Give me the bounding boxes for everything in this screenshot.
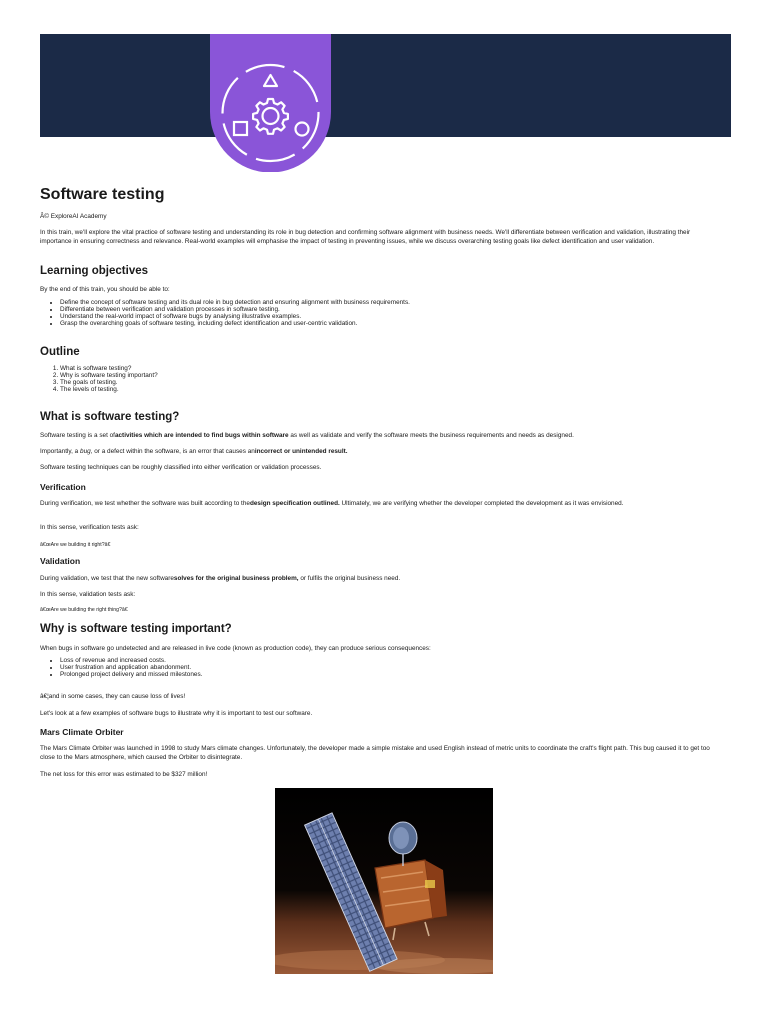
list-item: • Understand the real-world impact of software bugs by analysing illustrative examples. — [60, 314, 720, 321]
what-is-paragraph-3: Software testing techniques can be roughly classified into either verification or validation processes. — [40, 464, 322, 471]
page-title: Software testing — [40, 186, 165, 203]
header-banner — [40, 34, 731, 137]
why-heading: Why is software testing important? — [40, 623, 232, 635]
verification-lead: In this sense, verification tests ask: — [40, 524, 139, 531]
list-item: • Loss of revenue and increased costs. — [60, 658, 720, 665]
validation-quote: â€œAre we building the right thing?â€ — [40, 607, 128, 613]
list-item: 1. What is software testing? — [60, 366, 720, 373]
mars-climate-orbiter-photo — [275, 788, 493, 974]
verification-heading: Verification — [40, 482, 86, 492]
validation-heading: Validation — [40, 556, 81, 566]
list-item: 3. The goals of testing. — [60, 380, 720, 387]
consequences-list — [40, 658, 720, 679]
copyright: Â© ExploreAI Academy — [40, 213, 107, 220]
validation-paragraph: During validation, we test that the new softwaresolves for the original business problem, or fulfils the original business need. — [40, 575, 401, 582]
outline-heading: Outline — [40, 346, 80, 358]
what-is-paragraph-2: Importantly, a bug, or a defect within the software, is an error that causes anincorrect or unintended result. — [40, 448, 348, 455]
process-gear-icon — [210, 34, 331, 172]
what-is-heading: What is software testing? — [40, 411, 180, 423]
learning-objectives-heading: Learning objectives — [40, 265, 149, 277]
list-item: 4. The levels of testing. — [60, 387, 720, 394]
mars-paragraph-2: The net loss for this error was estimated to be $327 million! — [40, 771, 208, 778]
mars-heading: Mars Climate Orbiter — [40, 727, 124, 737]
list-item: • User frustration and application abandonment. — [60, 665, 720, 672]
learning-objectives-lead: By the end of this train, you should be able to: — [40, 286, 170, 293]
list-item: 2. Why is software testing important? — [60, 373, 720, 380]
list-item: • Grasp the overarching goals of software testing, including defect identification and user-centric validation. — [60, 321, 720, 328]
list-item: • Define the concept of software testing and its dual role in bug detection and ensuring alignment with business requirements. — [60, 300, 720, 307]
intro-paragraph: In this train, we'll explore the vital practice of software testing and understanding its role in bug detection and confirming software alignment with business needs. We'll differentiate between verification and validation, illustrating their importance in ensuring correctness and relevance. Real-world examples will emphasise the impact of testing in preventing issues, while we discuss overarching testing goals like defect identification and user validation. — [40, 229, 691, 245]
list-item: • Differentiate between verification and validation processes in software testing. — [60, 307, 720, 314]
validation-lead: In this sense, validation tests ask: — [40, 591, 136, 598]
why-paragraph-1: When bugs in software go undetected and are released in live code (known as production code), they can produce serious consequences: — [40, 645, 431, 652]
what-is-paragraph-1: Software testing is a set ofactivities which are intended to find bugs within software as well as validate and verify the software meets the business requirements and needs as designed. — [40, 432, 574, 439]
learning-objectives-list — [40, 300, 720, 328]
verification-paragraph: During verification, we test whether the software was built according to thedesign specification outlined. Ultimately, we are verifying whether the developer completed the development as it was envisioned. — [40, 500, 624, 507]
mars-paragraph-1: The Mars Climate Orbiter was launched in 1998 to study Mars climate changes. Unfortunately, the developer made a simple mistake and used English instead of metric units to coordinate the craft's flight path. This bug caused it to get too close to the Mars atmosphere, which caused the Orbiter to disintegrate. — [40, 745, 710, 761]
outline-list — [40, 366, 720, 394]
why-paragraph-3: Let's look at a few examples of software bugs to illustrate why it is important to test our software. — [40, 710, 313, 717]
list-item: • Prolonged project delivery and missed milestones. — [60, 672, 720, 679]
why-paragraph-2: â€¦and in some cases, they can cause loss of lives! — [40, 693, 186, 700]
verification-quote: â€œAre we building it right?â€ — [40, 542, 111, 548]
